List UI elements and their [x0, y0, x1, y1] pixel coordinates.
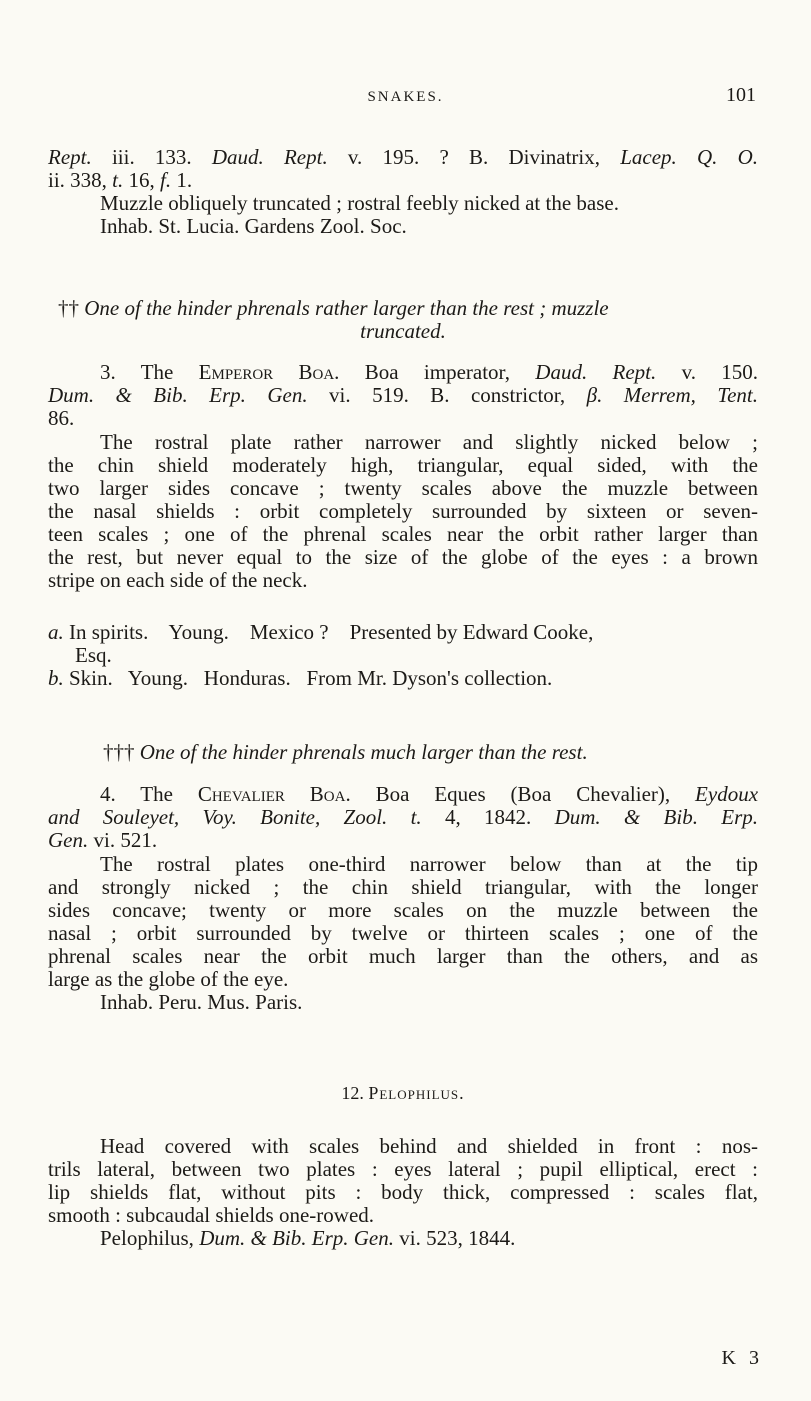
citation-italic: Dum. & Bib. Erp. Gen.: [199, 1226, 395, 1250]
subsection-text: truncated.: [360, 319, 446, 343]
dagger-mark: ††: [58, 296, 79, 320]
species-2-continuation: [48, 146, 758, 238]
description-line: trils lateral, between two plates : eyes lateral ; pupil elliptical, erect :: [48, 1157, 758, 1181]
citation-italic: Daud. Rept.: [535, 360, 657, 384]
species-scientific-name: Boa imperator,: [364, 360, 510, 384]
citation-text: 4, 1842.: [444, 805, 532, 829]
specimen-item-continuation: Esq.: [75, 643, 112, 667]
citation-text: 1.: [176, 168, 193, 192]
species-number: 3. The: [100, 360, 174, 384]
subsection-line: [48, 297, 758, 320]
specimen-letter: a.: [48, 620, 64, 644]
description-line: Muzzle obliquely truncated ; rostral feebly nicked at the base.: [100, 191, 619, 215]
citation-italic: f.: [160, 168, 172, 192]
genus-name: Pelophilus.: [368, 1083, 465, 1103]
description-line: two larger sides concave ; twenty scales above the muzzle between: [48, 476, 758, 500]
reference-line: 86.: [48, 406, 75, 430]
description-line: stripe on each side of the neck.: [48, 568, 308, 592]
citation-text: vi. 519. B. constrictor,: [329, 383, 566, 407]
subsection-heading-triple-dagger: [48, 741, 758, 764]
citation-text: 16,: [128, 168, 155, 192]
citation-italic: t.: [112, 168, 124, 192]
species-common-name: Emperor Boa.: [198, 360, 340, 384]
reference-line: [48, 829, 758, 852]
species-number: 4. The: [100, 782, 173, 806]
genus-title: [48, 1082, 758, 1105]
specimen-list: [48, 621, 758, 690]
citation-text: v. 150.: [681, 360, 759, 384]
description-line: teen scales ; one of the phrenal scales near the orbit rather larger than: [48, 522, 758, 546]
reference-line: [48, 1227, 758, 1250]
description-line: Head covered with scales behind and shielded in front : nos-: [100, 1134, 758, 1158]
species-3-emperor-boa: [48, 361, 758, 430]
citation-italic: Eydoux: [695, 782, 759, 806]
description-line: the nasal shields : orbit completely surrounded by sixteen or seven-: [48, 499, 758, 523]
specimen-item: [48, 667, 758, 690]
description-line: the rest, but never equal to the size of the globe of the eyes : a brown: [48, 545, 758, 569]
running-title: SNAKES.: [367, 89, 444, 105]
specimen-text: In spirits. Young. Mexico ? Presented by Edward Cooke,: [69, 620, 594, 644]
description-line: smooth : subcaudal shields one-rowed.: [48, 1203, 375, 1227]
species-scientific-name: Boa Eques (Boa Chevalier),: [375, 782, 671, 806]
reference-line: [48, 806, 758, 829]
subsection-line: [48, 741, 758, 764]
genus-description: [48, 1135, 758, 1250]
reference-line: [48, 169, 758, 192]
genus-heading: [48, 1082, 758, 1105]
reference-line: [48, 146, 758, 169]
species-common-name: Chevalier Boa.: [197, 782, 351, 806]
citation-italic: Dum. & Bib. Erp. Gen.: [48, 383, 308, 407]
citation-text: ii. 338,: [48, 168, 107, 192]
dagger-mark: †††: [103, 740, 135, 764]
specimen-letter: b.: [48, 666, 64, 690]
genus-ref-name: Pelophilus,: [100, 1226, 194, 1250]
description-line: nasal ; orbit surrounded by twelve or thirteen scales ; one of the: [48, 921, 758, 945]
species-3-description: [48, 431, 758, 592]
description-line: The rostral plate rather narrower and slightly nicked below ;: [100, 430, 758, 454]
habitat-line: Inhab. St. Lucia. Gardens Zool. Soc.: [100, 214, 407, 238]
species-heading-line: [48, 783, 758, 806]
citation-italic: Gen.: [48, 828, 89, 852]
citation-italic: and Souleyet, Voy. Bonite, Zool. t.: [48, 805, 422, 829]
description-line: phrenal scales near the orbit much larger than the others, and as: [48, 944, 758, 968]
citation-italic: Daud. Rept.: [211, 145, 328, 169]
subsection-heading-double-dagger: [48, 297, 758, 343]
description-line: and strongly nicked ; the chin shield triangular, with the longer: [48, 875, 758, 899]
citation-italic: Rept.: [48, 145, 92, 169]
habitat-line: Inhab. Peru. Mus. Paris.: [100, 990, 303, 1014]
description-line: the chin shield moderately high, triangular, equal sided, with the: [48, 453, 758, 477]
citation-text: iii. 133.: [111, 145, 192, 169]
description-line: sides concave; twenty or more scales on the muzzle between the: [48, 898, 758, 922]
citation-italic: Lacep. Q. O.: [620, 145, 759, 169]
running-head: [0, 86, 811, 110]
citation-italic: β. Merrem, Tent.: [586, 383, 759, 407]
subsection-text: One of the hinder phrenals rather larger than the rest ; muzzle: [84, 296, 609, 320]
species-heading-line: [48, 361, 758, 384]
subsection-line: [48, 320, 758, 343]
citation-text: v. 195. ? B. Divinatrix,: [347, 145, 601, 169]
species-4-chevalier-boa: [48, 783, 758, 852]
specimen-text: Skin. Young. Honduras. From Mr. Dyson's collection.: [69, 666, 553, 690]
description-line: The rostral plates one-third narrower below than at the tip: [100, 852, 758, 876]
citation-text: vi. 521.: [93, 828, 158, 852]
species-4-description: [48, 853, 758, 1014]
reference-line: [48, 384, 758, 407]
specimen-item: [48, 621, 758, 644]
signature-mark: K 3: [721, 1347, 763, 1369]
citation-italic: Dum. & Bib. Erp.: [554, 805, 759, 829]
page-number: 101: [726, 84, 756, 106]
citation-text: vi. 523, 1844.: [399, 1226, 516, 1250]
description-line: lip shields flat, without pits : body thick, compressed : scales flat,: [48, 1180, 758, 1204]
genus-number: 12.: [341, 1083, 364, 1103]
subsection-text: One of the hinder phrenals much larger than the rest.: [139, 740, 588, 764]
description-line: large as the globe of the eye.: [48, 967, 289, 991]
